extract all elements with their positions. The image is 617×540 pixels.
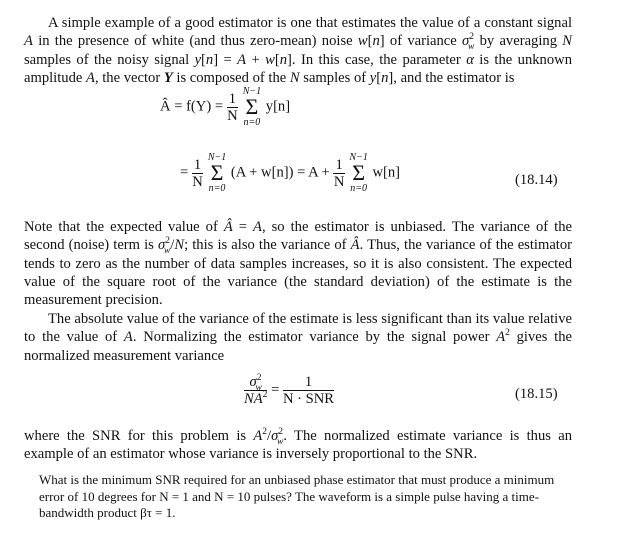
fraction-1-over-N: $\frac{1}{N}$	[333, 156, 345, 190]
fraction-sigma-over-NA2: $\frac{\sigma^2_w}{NA^2}$	[244, 373, 268, 407]
normalized-variance-equation: $\frac{\sigma^2_w}{NA^2}$ = $\frac{1}{\text{N · SNR}}$	[244, 373, 335, 407]
paragraph-intro: A simple example of a good estimator is one that estimates the value of a constant signal A in the presence of white (and thus zero-mean) noise w[n] of variance $\sigma^2_w$ by averaging N samples of the noisy signal y[n] = A + w[n]. In this case, the parameter α is the unknown amplitude A, the vector Y is composed of the N samples of y[n], and the estimator is	[24, 15, 572, 86]
paragraph-normalized: The absolute value of the variance of the estimate is less significant than its value relative to the value of A. Normalizing the estimator variance by the signal power $A^2$ gives the normalized measurement variance	[24, 311, 572, 364]
paragraph-snr: where the SNR for this problem is $A^2/\sigma^2_w$. The normalized estimate variance is thus an example of an estimator whose variance is inversely proportional to the SNR.	[24, 427, 572, 463]
equation-number-18-15: (18.15)	[515, 386, 558, 402]
problem-statement: What is the minimum SNR required for an unbiased phase estimator that must produce a minimum error of 10 degrees for N = 1 and N = 10 pulses? The waveform is a simple pulse having a time-bandwidth product βτ = 1.	[39, 472, 555, 520]
estimator-equation-line2: = $\frac{1}{N}$ N−1 Σ n=0 (A + w[n]) = A + $\frac{1}{N}$ N−1 Σ n=0 w[n]	[180, 152, 401, 194]
estimator-equation-line1	[160, 86, 290, 128]
fraction-1-over-N: $\frac{1}{N}$	[227, 90, 238, 124]
eq1-term: y[n]	[265, 98, 291, 115]
summation-symbol: N−1 Σ n=0	[207, 152, 227, 194]
fraction-1-over-N: $\frac{1}{N}$	[192, 156, 203, 190]
paragraph-unbiased: Note that the expected value of Â = A, so the estimator is unbiased. The variance of the second (noise) term is $\sigma^2_w/N$; this is also the variance of Â. Thus, the variance of the estimator tends to zero as the number of data samples increases, so it is also consistent. The expected value of the square root of the variance (the standard deviation) of the estimate is the measurement precision.	[24, 219, 573, 309]
equation-number-18-14: (18.14)	[515, 172, 558, 188]
summation-symbol: N−1 Σ n=0	[349, 152, 368, 194]
eq2-term: w[n]	[372, 164, 401, 181]
eq2-mid: (A + w[n]) = A +	[230, 164, 330, 181]
summation-symbol: N−1 Σ n=0	[242, 86, 262, 128]
eq1-lhs: Â = f(Y) =	[160, 98, 224, 115]
fraction-1-over-NSNR: $\frac{1}{\text{N · SNR}}$	[282, 374, 335, 407]
